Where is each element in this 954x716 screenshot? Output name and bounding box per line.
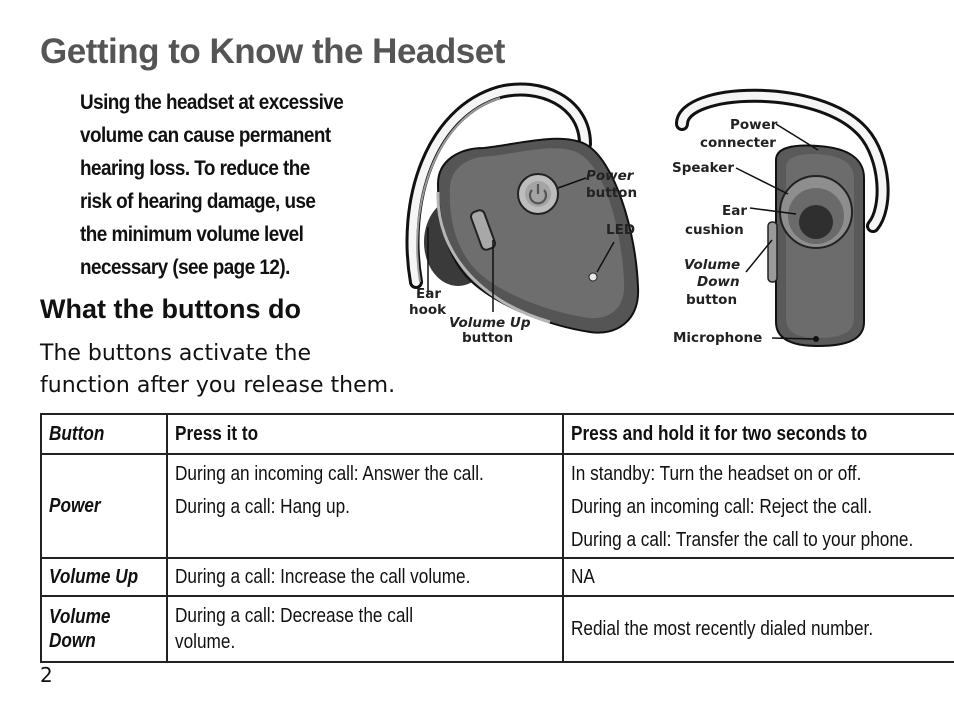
cell-press [167,454,563,558]
warning-line: the minimum volume level [80,223,304,246]
cushion-label: cushion [685,222,744,238]
warning-line: necessary (see page 12). [80,256,290,279]
volume-up-label: Volume Up [449,315,531,331]
section-title: What the buttons do [40,294,301,324]
press-text: During an incoming call: Answer the call. [175,463,484,485]
warning-line: Using the headset at excessive [80,91,344,114]
hearing-warning [80,86,359,284]
cell-press: During a call: Increase the call volume. [167,558,563,596]
cell-button-name: Power [41,454,167,558]
headset-front-illustration [400,82,650,350]
page-number: 2 [40,663,53,687]
power-sub-label: button [586,185,638,201]
intro-text [40,338,395,402]
hook-label: hook [409,302,447,318]
ear-label: Ear [416,286,441,302]
hold-text: During an incoming call: Reject the call. [571,496,873,518]
buttons-table [40,413,954,663]
press-text: During a call: Hang up. [175,496,350,518]
speaker-shape [799,205,833,239]
cell-hold [563,454,954,558]
header-hold: Press and hold it for two seconds to [563,414,954,454]
microphone-shape [813,336,819,342]
button-label: button [686,292,738,308]
speaker-label: Speaker [672,160,735,176]
warning-line: volume can cause permanent [80,124,331,147]
headset-back-illustration [668,82,908,350]
table-row-power [41,454,954,558]
table-row-volume-up [41,558,954,596]
cell-hold: Redial the most recently dialed number. [563,596,954,662]
connecter-label: connecter [700,135,776,151]
cell-hold: NA [563,558,954,596]
cell-button-name: Volume Down [41,596,167,662]
volume-up-sub-label: button [462,330,514,346]
volume-label: Volume [684,257,741,273]
warning-line: hearing loss. To reduce the [80,157,310,180]
down-label: Down [697,274,740,290]
table-row-volume-down [41,596,954,662]
led-shape [589,273,597,281]
microphone-label: Microphone [673,330,763,346]
led-label: LED [606,222,636,238]
header-button: Button [41,414,167,454]
cell-button-name: Volume Up [41,558,167,596]
power-label: Power [730,117,778,133]
volume-down-button-shape [768,222,777,282]
warning-line: risk of hearing damage, use [80,190,316,213]
power-label: Power [586,168,634,184]
hold-text: During a call: Transfer the call to your phone. [571,529,914,551]
hold-text: In standby: Turn the headset on or off. [571,463,862,485]
cell-press: During a call: Decrease the call volume. [167,596,563,662]
page-title: Getting to Know the Headset [40,32,505,71]
intro-line: function after you release them. [40,373,396,398]
intro-line: The buttons activate the [40,341,312,366]
header-press: Press it to [167,414,563,454]
table-header-row [41,414,954,454]
ear-label: Ear [722,203,747,219]
